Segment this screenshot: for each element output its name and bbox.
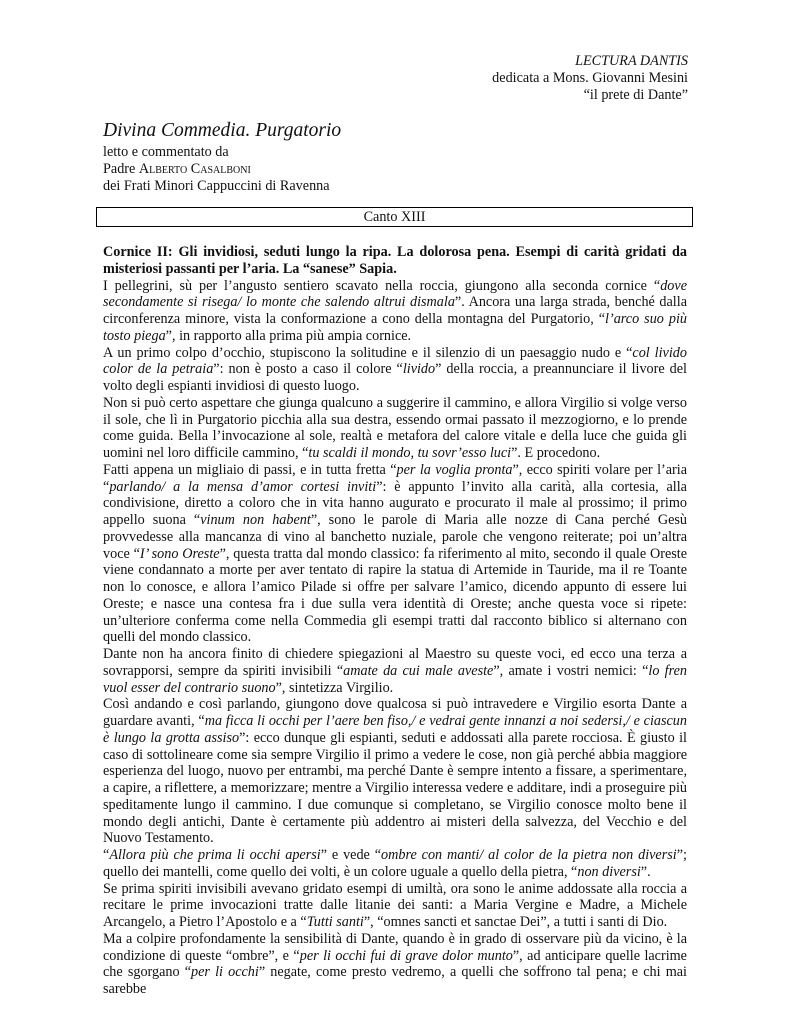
text-run: “ <box>103 847 110 863</box>
paragraph <box>103 881 687 931</box>
paragraph <box>103 847 687 881</box>
text-run: ”: non è posto a caso il colore “ <box>213 361 403 378</box>
text-run: ”, questa tratta dal mondo classico: fa riferimento al mito, secondo il quale Oreste viene condannato a morte per aver tentato di rapire la statua di Artemide in Tauride, ma il re Toante non lo conosce, e allora l’amico Pilade si offre per salvare l’amico, dicendo appunto di essere lui Oreste; e nasce una contesa fra i due sulla vera identità di Oreste; anche questa voce si ripete: un’ulteriore conferma come nella Commedia gli esempi tratti dal racconto biblico si alternano con quelli del mondo classico. <box>103 545 687 646</box>
quotation: per li occhi <box>191 964 259 981</box>
quotation: vinum non habent <box>200 512 311 528</box>
text-run: ”: ecco dunque gli espianti, seduti e addossati alla parete rocciosa. È giusto il caso di sottolineare come sia sempre Virgilio il primo a vedere le cose, non già perché abbia maggiore esperienza del luogo, nuovo per entrambi, ma perché Dante è sempre intento a fissare, a sperimentare, a capire, a riflettere, a memorizzare; mentre a Virgilio interessa vedere e additare, indi a proseguire più speditamente lungo il cammino. I due comunque si completano, se Virgilio conosce molto bene il mondo degli antichi, Dante è certamente più addentro ai misteri della salvezza, del Vecchio e del Nuovo Testamento. <box>103 729 687 847</box>
text-run: ”. E procedono. <box>511 445 601 461</box>
text-run: ” negate, come presto vedremo, a quelli che soffrono tal pena; e chi mai sarebbe <box>103 964 687 997</box>
text-run: Dante non ha ancora finito di chiedere spiegazioni al Maestro su queste voci, ed ecco una terza a sovrapporsi, sempre da spiriti invisibili “ <box>103 646 687 679</box>
quotation: col livido color de la petraia <box>103 344 687 378</box>
quotation: ombre con manti/ al color de la pietra non diversi <box>381 847 677 863</box>
quotation: ma ficca li occhi per l’aere ben fiso,/ e vedrai gente innanzi a noi sedersi,/ e ciascun è lungo la grotta assiso <box>103 713 687 746</box>
quotation: l’arco suo più tosto piega <box>103 311 687 344</box>
text-run: ” della roccia, a preannunciare il livore del volto degli espianti invidiosi di questo luogo. <box>103 361 687 394</box>
quotation: Allora più che prima li occhi apersi <box>109 847 321 863</box>
commentary-line: letto e commentato da <box>103 144 229 160</box>
text-run: Fatti appena un migliaio di passi, e in tutta fretta “ <box>103 461 397 478</box>
text-run: ”, sono le parole di Maria alle nozze di Cana perché Gesù provvedesse alla mancanza di vino al banchetto nuziale, parole che vengono reiterate; poi un’altra voce “ <box>103 512 687 562</box>
quotation: Tutti santi <box>306 914 364 930</box>
text-run: ”. Ancora una larga strada, benché dalla circonferenza minore, vista la conformazione a cono della montagna del Purgatorio, “ <box>103 294 687 327</box>
text-run: ”: è appunto l’invito alla carità, alla cortesia, alla condivisione, diretto a coloro che in vita hanno augurato e procurato il male al prossimo; il primo appello suona “ <box>103 478 687 528</box>
dedication-line: dedicata a Mons. Giovanni Mesini <box>492 69 688 86</box>
canto-heading-box <box>96 207 693 227</box>
text-run: ”. <box>640 863 651 880</box>
text-run: A un primo colpo d’occhio, stupiscono la solitudine e il silenzio di un paesaggio nudo e “ <box>103 344 633 361</box>
text-run: Non si può certo aspettare che giunga qualcuno a suggerire il cammino, e allora Virgilio si volge verso il sole, che lì in Purgatorio picchia alla sua destra, essendo ormai passato il mezzogiorno, e lo prende come guida. Bella l’invocazione al sole, realtà e metafora del calore vitale e della luce che guida gli uomini nel loro difficile cammino, “ <box>103 394 687 461</box>
work-title: Divina Commedia. Purgatorio <box>103 120 342 141</box>
quotation: lo fren vuol esser del contrario suono <box>103 662 687 696</box>
commentary-body <box>103 244 687 998</box>
quotation: dove secondamente si risega/ lo monte che salendo altrui dismala <box>103 277 687 311</box>
canto-summary <box>103 244 687 278</box>
quotation: amate da cui male aveste <box>343 662 494 679</box>
paragraph <box>103 931 687 998</box>
paragraph <box>103 395 687 462</box>
author-prefix: Padre <box>103 160 139 177</box>
text-run: Ma a colpire profondamente la sensibilità di Dante, quando è in grado di osservare più da vicino, è la condizione di queste “ombre”, e “ <box>103 930 687 964</box>
text-run: ” e vede “ <box>320 847 382 863</box>
nickname-line: “il prete di Dante” <box>583 86 688 103</box>
dedication-header <box>492 53 688 103</box>
summary-label: Cornice II <box>103 244 168 260</box>
text-run: ”; quello dei mantelli, come quello dei volti, è un colore uguale a quello della pietra, “ <box>103 847 687 880</box>
paragraph <box>103 278 687 345</box>
quotation: parlando/ a la mensa d’amor cortesi inviti <box>109 478 377 495</box>
text-run: ”, sintetizza Virgilio. <box>275 679 394 696</box>
title-block <box>103 120 341 194</box>
canto-heading: Canto XIII <box>363 209 426 225</box>
quotation: I’ sono Oreste <box>139 545 220 562</box>
quotation: non diversi <box>577 863 641 880</box>
text-run: ”, amate i vostri nemici: “ <box>493 662 649 679</box>
paragraph <box>103 462 687 646</box>
quotation: tu scaldi il mondo, tu sovr’esso luci <box>308 445 512 461</box>
author-name: Alberto Casalboni <box>138 160 251 177</box>
text-run: ”, in rapporto alla prima più ampia cornice. <box>165 327 412 344</box>
paragraph <box>103 696 687 847</box>
text-run: ”, “omnes sancti et sanctae Dei”, a tutti i santi di Dio. <box>363 914 668 930</box>
quotation: per li occhi fui di grave dolor munto <box>299 947 513 964</box>
text-run: I pellegrini, sù per l’angusto sentiero scavato nella roccia, giungono alla seconda cornice “ <box>103 277 661 294</box>
paragraph <box>103 345 687 395</box>
text-run: ”, ecco spiriti volare per l’aria “ <box>103 461 687 495</box>
summary-text: : Gli invidiosi, seduti lungo la ripa. La dolorosa pena. Esempi di carità gridati da misteriosi passanti per l’aria. La “sanese” Sapia. <box>103 244 687 277</box>
text-run: Se prima spiriti invisibili avevano gridato esempi di umiltà, ora sono le anime addossate alla roccia a recitare le prime invocazioni tratte dalle litanie dei santi: a Maria Vergine e Madre, a Michele Arcangelo, a Pietro l’Apostolo e a “ <box>103 880 687 930</box>
order-line: dei Frati Minori Cappuccini di Ravenna <box>103 177 330 194</box>
text-run: Così andando e così parlando, giungono dove qualcosa si può intravedere e Virgilio esorta Dante a guardare avanti, “ <box>103 696 687 729</box>
author-line <box>103 161 341 178</box>
quotation: per la voglia pronta <box>396 461 513 478</box>
quotation: livido <box>402 361 436 378</box>
series-title: LECTURA DANTIS <box>575 53 688 69</box>
paragraph <box>103 646 687 696</box>
text-run: ”, ad anticipare quelle lacrime che sgorgano “ <box>103 947 687 981</box>
